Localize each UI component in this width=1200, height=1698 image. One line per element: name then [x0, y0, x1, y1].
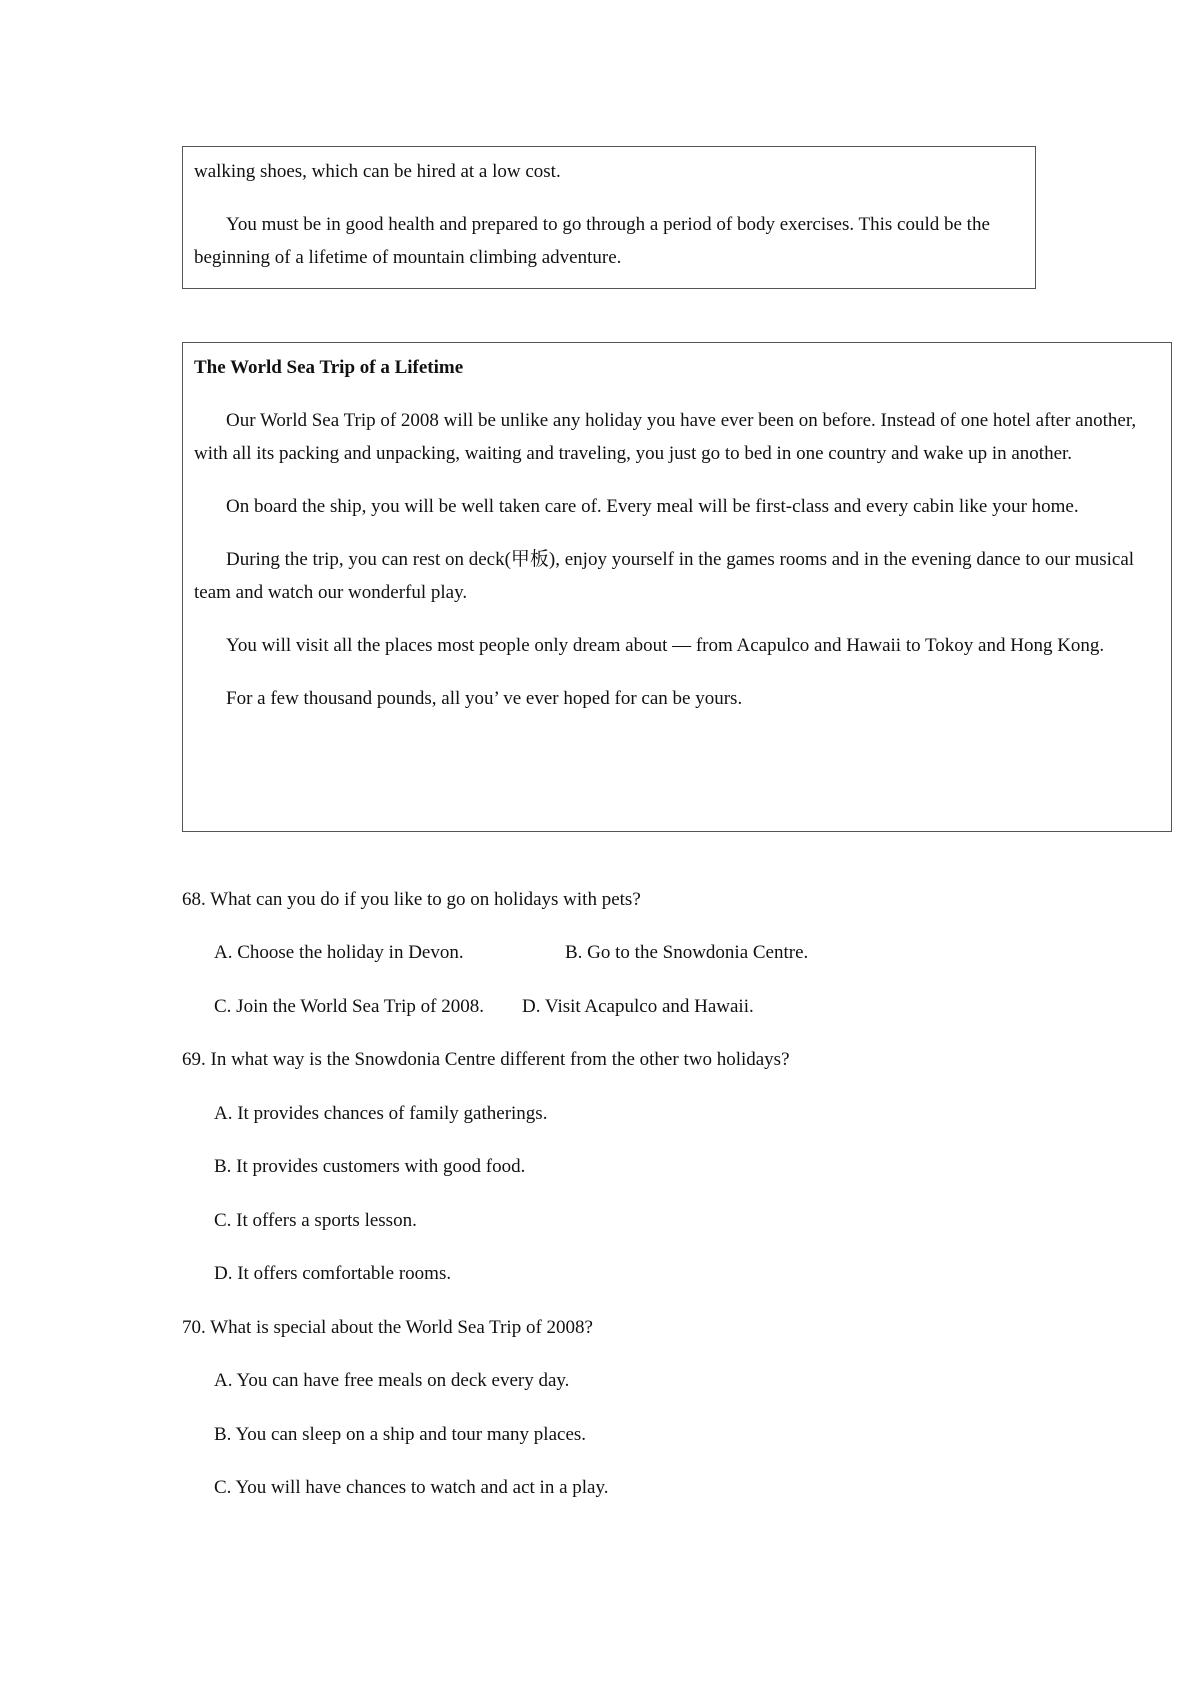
passage-paragraph: On board the ship, you will be well taken care of. Every meal will be first-class and every cabin like your home. [226, 496, 1079, 517]
passage-paragraph: Our World Sea Trip of 2008 will be unlike any holiday you have ever been on before. Instead of one hotel after another, with all its packing and unpacking, waiting and traveling, you just go to bed in one country and wake up in another. [194, 410, 1137, 464]
question-stem: 68. What can you do if you like to go on holidays with pets? [182, 889, 641, 910]
answer-option: B. Go to the Snowdonia Centre. [565, 942, 809, 963]
answer-option: A. You can have free meals on deck every day. [214, 1370, 570, 1391]
passage-paragraph: For a few thousand pounds, all you’ ve ever hoped for can be yours. [226, 688, 743, 709]
question-stem: 69. In what way is the Snowdonia Centre different from the other two holidays? [182, 1049, 790, 1070]
answer-option: C. Join the World Sea Trip of 2008. [214, 996, 484, 1017]
answer-option: A. It provides chances of family gatherings. [214, 1103, 548, 1124]
answer-option: D. It offers comfortable rooms. [214, 1263, 452, 1284]
answer-option: C. You will have chances to watch and act in a play. [214, 1477, 609, 1498]
passage-paragraph: You will visit all the places most people only dream about — from Acapulco and Hawaii to Tokoy and Hong Kong. [226, 635, 1105, 656]
passage-line: walking shoes, which can be hired at a low cost. [194, 161, 561, 182]
answer-option: B. It provides customers with good food. [214, 1156, 526, 1177]
passage-box-sea-trip [182, 342, 1172, 832]
answer-option: A. Choose the holiday in Devon. [214, 942, 464, 963]
passage-box-continued [182, 146, 1036, 289]
passage-paragraph: You must be in good health and prepared to go through a period of body exercises. This could be the beginning of a lifetime of mountain climbing adventure. [194, 214, 990, 268]
answer-option: D. Visit Acapulco and Hawaii. [522, 996, 754, 1017]
passage-paragraph: During the trip, you can rest on deck(甲板), enjoy yourself in the games rooms and in the evening dance to our musical team and watch our wonderful play. [194, 549, 1135, 603]
answer-option: B. You can sleep on a ship and tour many places. [214, 1424, 587, 1445]
answer-option: C. It offers a sports lesson. [214, 1210, 417, 1231]
passage-title: The World Sea Trip of a Lifetime [194, 357, 464, 378]
question-stem: 70. What is special about the World Sea Trip of 2008? [182, 1317, 593, 1338]
